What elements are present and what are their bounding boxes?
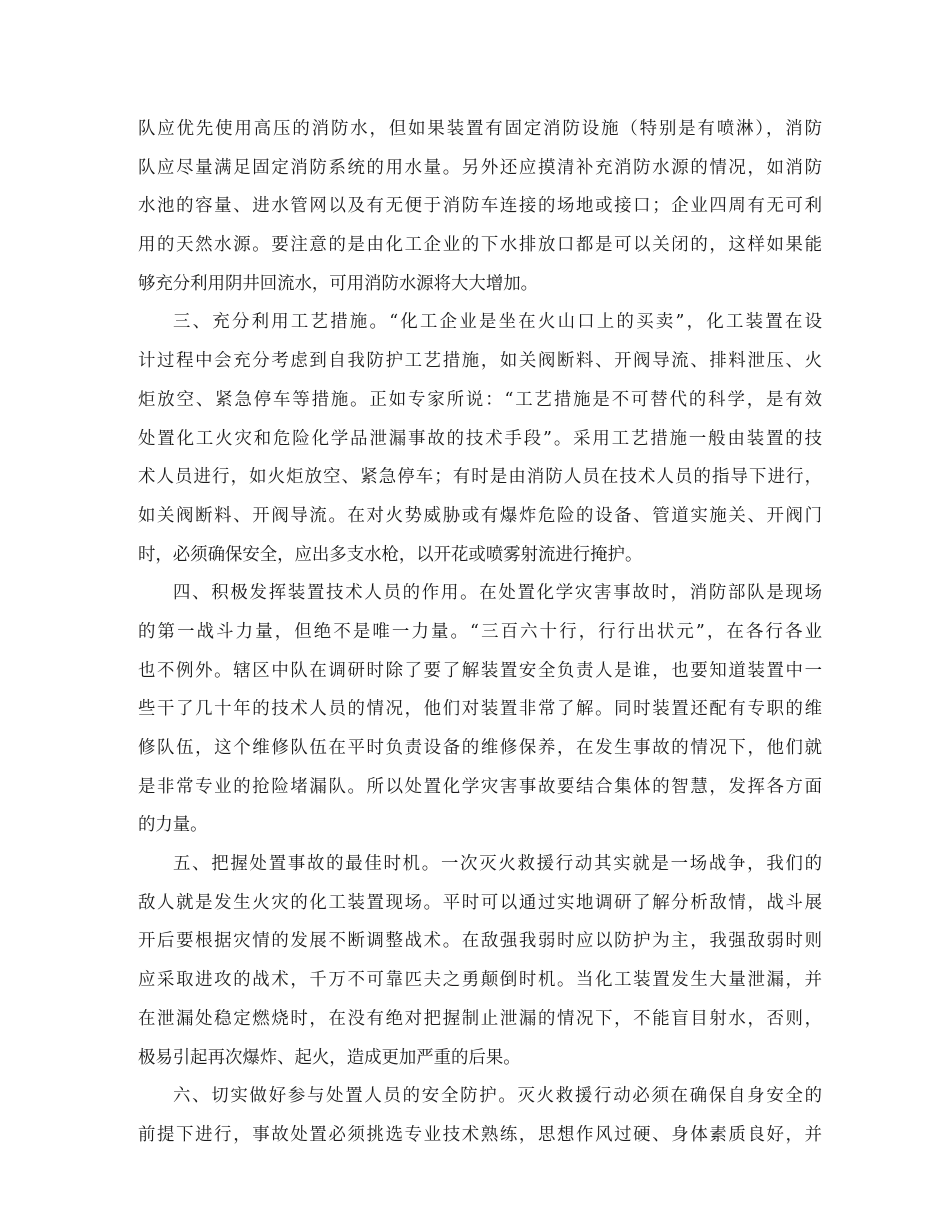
text-line: 炬放空、紧急停车等措施。正如专家所说：“工艺措施是不可替代的科学，是有效 xyxy=(138,389,822,410)
text-line: 的力量。 xyxy=(138,815,208,836)
text-line: 用的天然水源。要注意的是由化工企业的下水排放口都是可以关闭的，这样如果能 xyxy=(138,235,822,256)
text-line: 在泄漏处稳定燃烧时，在没有绝对把握制止泄漏的情况下，不能盲目射水，否则， xyxy=(138,1008,822,1029)
text-line: 六、切实做好参与处置人员的安全防护。灭火救援行动必须在确保自身安全的 xyxy=(173,1086,822,1107)
text-line: 也不例外。辖区中队在调研时除了要了解装置安全负责人是谁，也要知道装置中一 xyxy=(138,660,822,681)
text-line: 水池的容量、进水管网以及有无便于消防车连接的场地或接口；企业四周有无可利 xyxy=(138,196,822,217)
text-line: 是非常专业的抢险堵漏队。所以处置化学灾害事故要结合集体的智慧，发挥各方面 xyxy=(138,776,822,797)
text-line: 够充分利用阴井回流水，可用消防水源将大大增加。 xyxy=(138,273,538,294)
document-body xyxy=(138,110,822,1155)
text-line: 四、积极发挥装置技术人员的作用。在处置化学灾害事故时，消防部队是现场 xyxy=(173,583,822,604)
text-line: 些干了几十年的技术人员的情况，他们对装置非常了解。同时装置还配有专职的维 xyxy=(138,699,822,720)
text-line: 的第一战斗力量，但绝不是唯一力量。“三百六十行，行行出状元”，在各行各业 xyxy=(138,621,822,642)
text-line: 应采取进攻的战术，千万不可靠匹夫之勇颠倒时机。当化工装置发生大量泄漏，并 xyxy=(138,970,822,991)
text-line: 术人员进行，如火炬放空、紧急停车；有时是由消防人员在技术人员的指导下进行， xyxy=(138,467,822,488)
text-line: 前提下进行，事故处置必须挑选专业技术熟练，思想作风过硬、身体素质良好，并 xyxy=(138,1124,822,1145)
text-line: 处置化工火灾和危险化学品泄漏事故的技术手段”。采用工艺措施一般由装置的技 xyxy=(138,428,822,449)
text-line: 如关阀断料、开阀导流。在对火势威胁或有爆炸危险的设备、管道实施关、开阀门 xyxy=(138,505,822,526)
text-line: 开后要根据灾情的发展不断调整战术。在敌强我弱时应以防护为主，我强敌弱时则 xyxy=(138,931,822,952)
text-line: 队应优先使用高压的消防水，但如果装置有固定消防设施（特别是有喷淋），消防 xyxy=(138,119,822,139)
text-line: 敌人就是发生火灾的化工装置现场。平时可以通过实地调研了解分析敌情，战斗展 xyxy=(138,892,822,913)
text-line: 修队伍，这个维修队伍在平时负责设备的维修保养，在发生事故的情况下，他们就 xyxy=(138,738,822,758)
text-line: 五、把握处置事故的最佳时机。一次灭火救援行动其实就是一场战争，我们的 xyxy=(173,854,822,875)
text-line: 三、充分利用工艺措施。“化工企业是坐在火山口上的买卖”，化工装置在设 xyxy=(173,312,822,333)
text-line: 时，必须确保安全，应出多支水枪，以开花或喷雾射流进行掩护。 xyxy=(138,544,643,565)
text-line: 极易引起再次爆炸、起火，造成更加严重的后果。 xyxy=(138,1047,521,1068)
text-line: 计过程中会充分考虑到自我防护工艺措施，如关阀断料、开阀导流、排料泄压、火 xyxy=(138,351,822,372)
text-line: 队应尽量满足固定消防系统的用水量。另外还应摸清补充消防水源的情况，如消防 xyxy=(138,157,822,178)
